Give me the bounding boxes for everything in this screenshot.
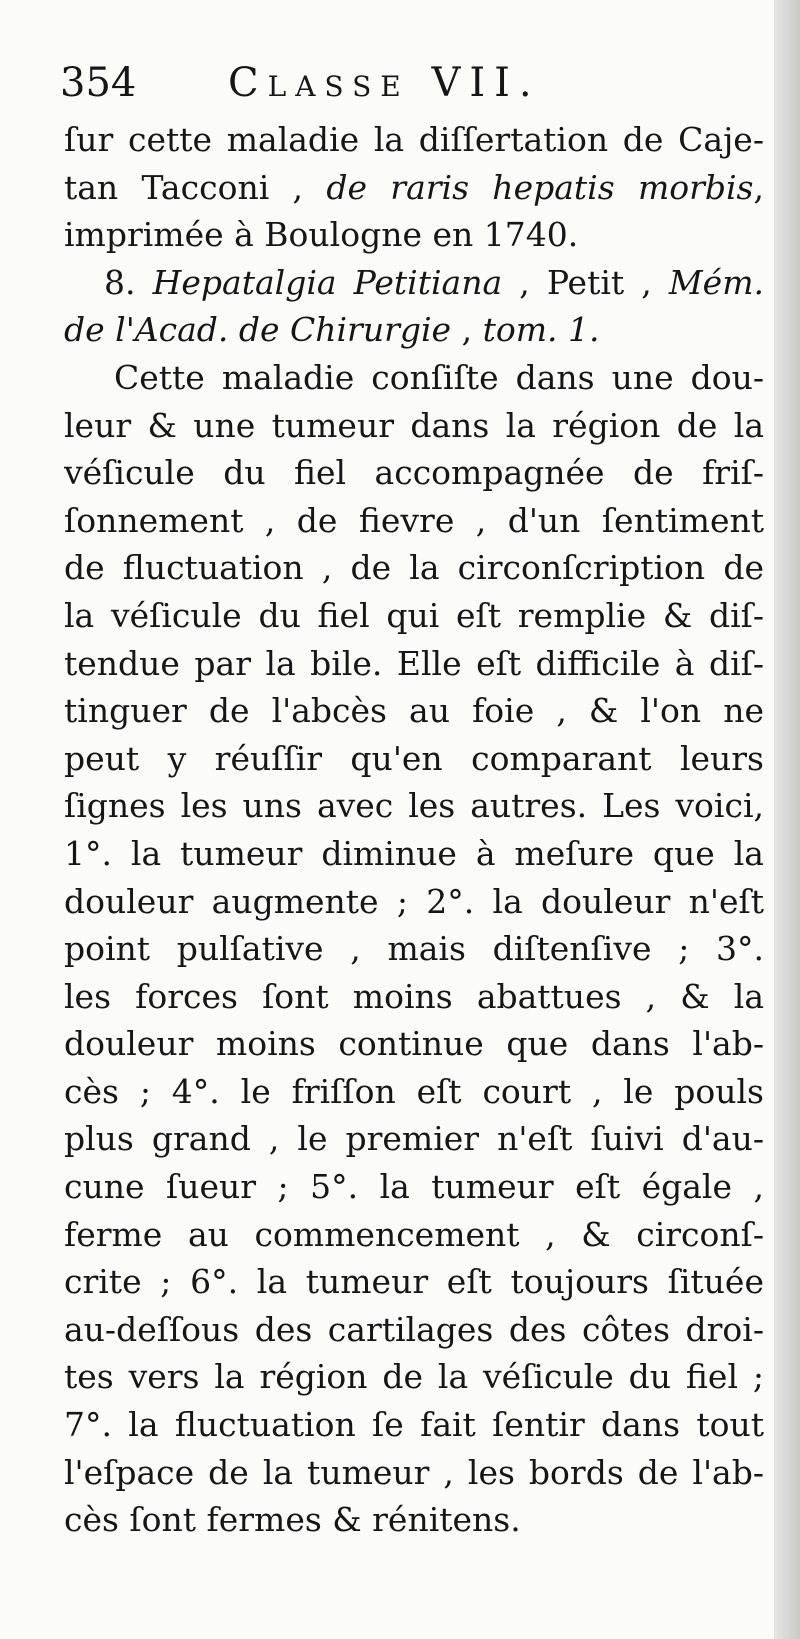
text-line	[64, 1258, 764, 1306]
text-run: 1°. la tumeur diminue à meſure que la	[64, 833, 764, 873]
italic-text: Hepatalgia Petitiana	[152, 262, 503, 302]
text-line	[64, 544, 764, 592]
text-line	[64, 830, 764, 878]
text-line	[64, 1306, 764, 1354]
text-line	[64, 1353, 764, 1401]
text-run: ſur cette maladie la diſſertation de Caje-	[64, 120, 764, 159]
text-run: ſignes les uns avec les autres. Les voici,	[64, 786, 764, 826]
italic-text: de l'Acad. de Chirurgie	[64, 310, 452, 350]
text-run: la véſicule du fiel qui eſt remplie & diſ-	[64, 595, 764, 635]
text-line	[64, 687, 764, 735]
text-run: crite ; 6°. la tumeur eſt toujours ſituée	[64, 1262, 764, 1302]
text-line	[64, 402, 764, 450]
body-text	[64, 116, 764, 1544]
text-run: ſonnement , de fievre , d'un ſentiment	[64, 500, 764, 540]
text-run: les forces ſont moins abattues , & la	[64, 976, 764, 1016]
text-run: véſicule du fiel accompagnée de friſ-	[64, 453, 764, 493]
text-run: au-deſſous des cartilages des côtes droi-	[64, 1309, 764, 1349]
text-line	[64, 1020, 764, 1068]
text-run: cès ſont fermes & rénitens.	[64, 1500, 521, 1540]
text-run: cès ; 4°. le friſſon eſt court , le pouls	[64, 1071, 764, 1111]
text-run: tinguer de l'abcès au foie , & l'on ne	[64, 691, 764, 731]
text-line	[64, 164, 764, 212]
text-run: Cette maladie conſiſte dans une dou-	[114, 357, 764, 397]
text-line	[64, 1496, 764, 1544]
text-line	[64, 1115, 764, 1163]
text-run: tes vers la région de la véſicule du fiel ;	[64, 1357, 764, 1397]
text-run: imprimée à Boulogne en 1740.	[64, 215, 579, 255]
text-line	[64, 640, 764, 688]
text-run: point pulſative , mais diſtenſive ; 3°.	[64, 929, 764, 969]
text-run: douleur augmente ; 2°. la douleur n'eſt	[64, 881, 764, 921]
text-run: tan Tacconi ,	[64, 167, 327, 207]
text-line	[64, 925, 764, 973]
text-run: douleur moins continue que dans l'ab-	[64, 1024, 764, 1064]
text-line	[64, 1449, 764, 1497]
text-run: 7°. la fluctuation ſe fait ſentir dans tout	[64, 1405, 764, 1445]
page-number: 354	[60, 60, 137, 106]
text-line	[64, 973, 764, 1021]
page-gutter-shadow	[774, 0, 800, 1639]
text-run: ,	[451, 310, 483, 350]
text-run: peut y réuſſir qu'en comparant leurs	[64, 738, 764, 778]
running-head: Classe VII.	[228, 60, 541, 106]
text-line	[64, 1163, 764, 1211]
text-line	[64, 306, 764, 354]
text-run: , Petit ,	[502, 262, 669, 302]
italic-text: Mém.	[668, 262, 764, 302]
italic-text: de raris hepatis morbis	[326, 167, 754, 207]
text-run: l'eſpace de la tumeur , les bords de l'ab-	[64, 1452, 764, 1492]
text-line	[64, 1068, 764, 1116]
text-line	[64, 782, 764, 830]
text-line	[64, 592, 764, 640]
text-run: de fluctuation , de la circonſcription de	[64, 548, 764, 588]
text-line	[64, 354, 764, 402]
text-line	[64, 259, 764, 307]
text-run: tendue par la bile. Elle eſt difficile à diſ-	[64, 643, 764, 683]
text-line	[64, 211, 764, 259]
text-line	[64, 116, 764, 164]
text-run: 8.	[104, 262, 153, 302]
text-line	[64, 1211, 764, 1259]
text-line	[64, 497, 764, 545]
page-header	[60, 58, 620, 108]
text-run: ferme au commencement , & circonſ-	[64, 1214, 764, 1254]
text-line	[64, 878, 764, 926]
text-line	[64, 1401, 764, 1449]
text-run: leur & une tumeur dans la région de la	[64, 405, 764, 445]
text-run: cune ſueur ; 5°. la tumeur eſt égale ,	[64, 1167, 764, 1207]
text-line	[64, 449, 764, 497]
text-line	[64, 735, 764, 783]
text-run: ,	[753, 167, 764, 207]
italic-text: tom. 1.	[482, 310, 600, 350]
text-run: plus grand , le premier n'eſt ſuivi d'au-	[64, 1119, 764, 1159]
